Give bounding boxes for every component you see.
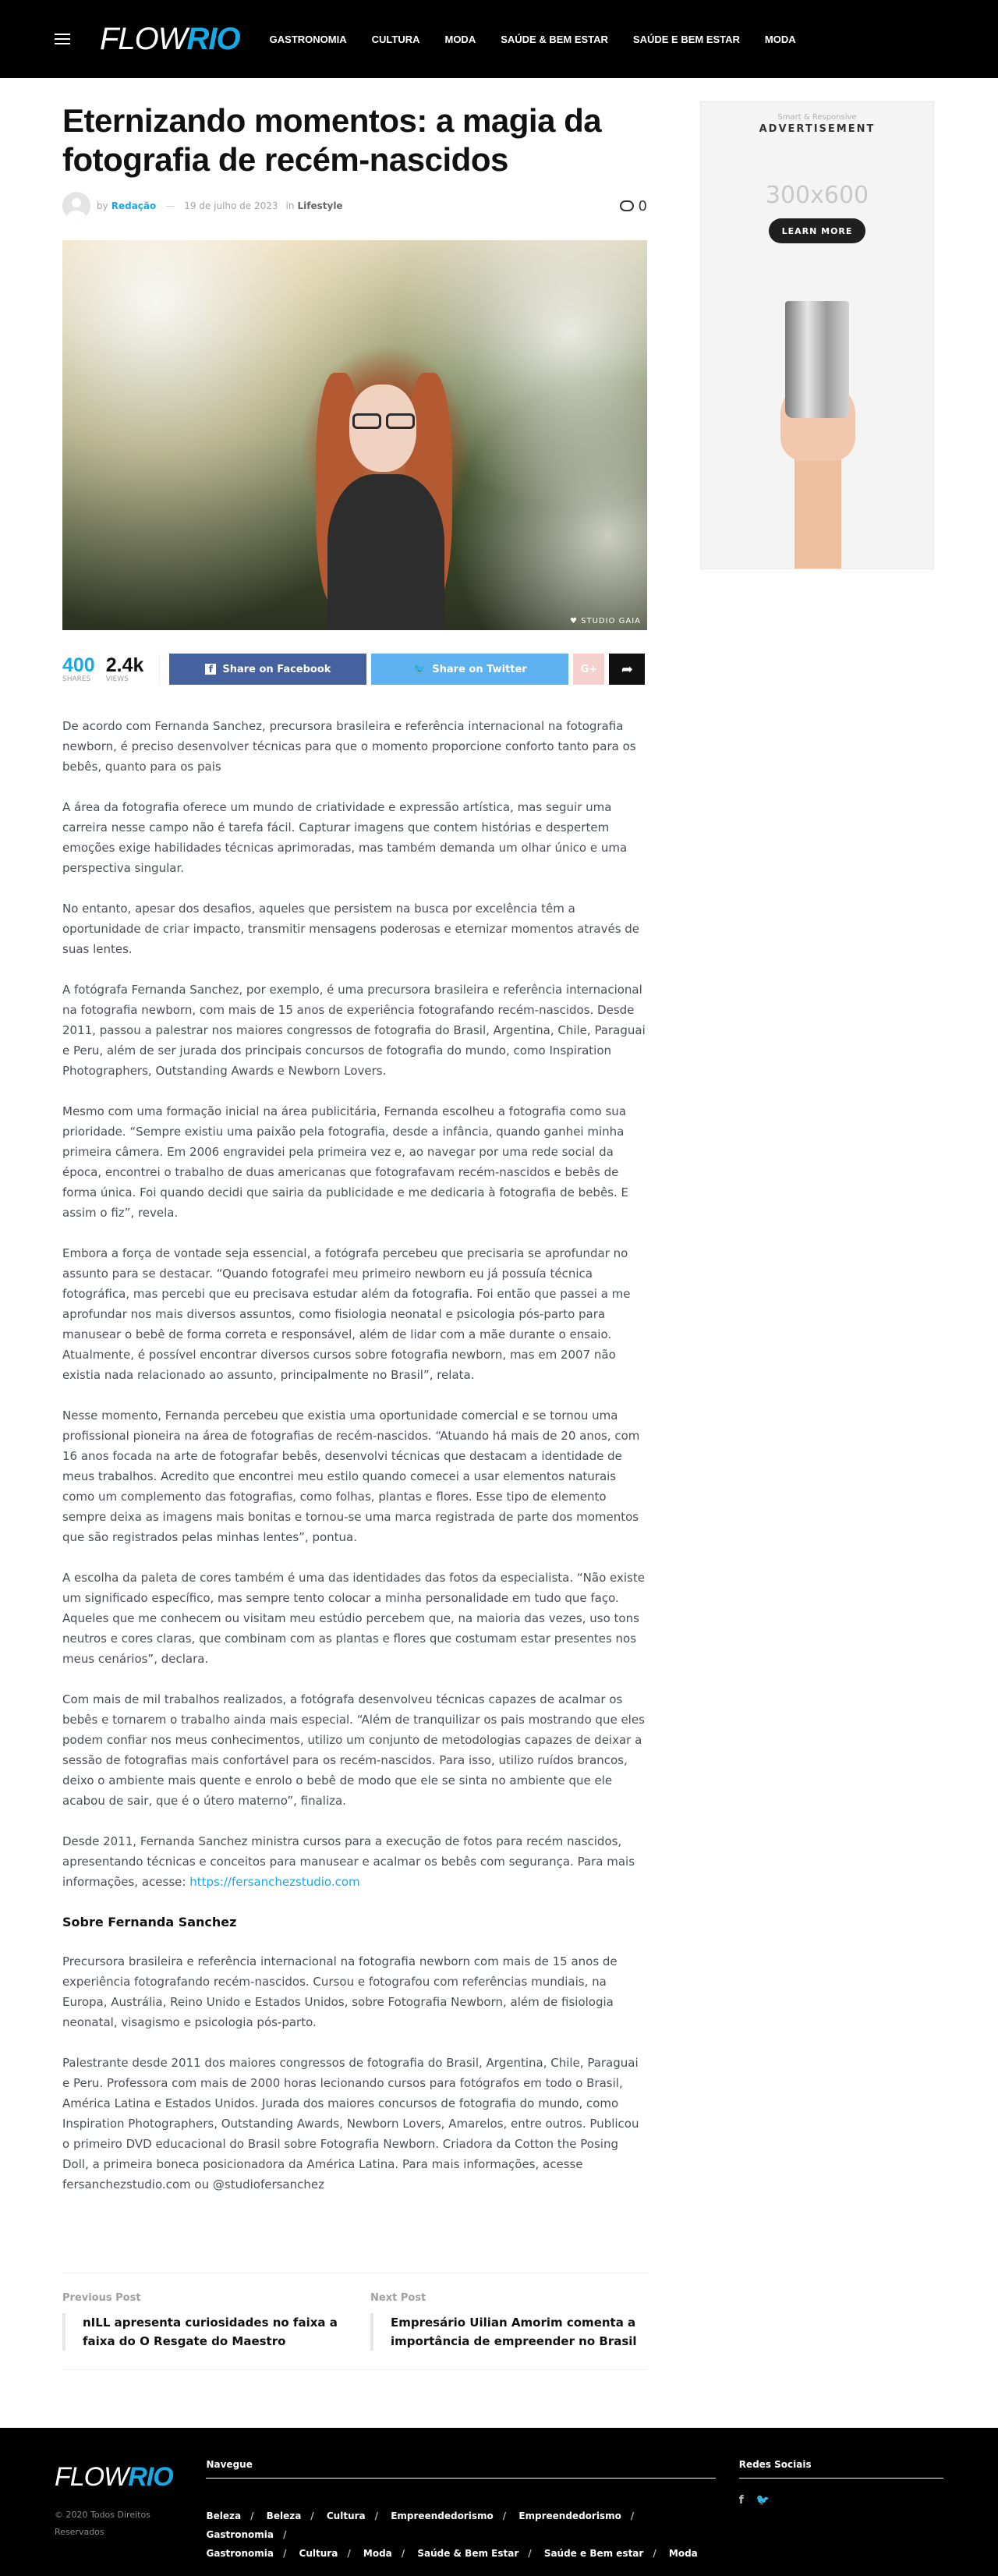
article-main [62, 101, 647, 2370]
share-facebook-label: Share on Facebook [222, 663, 331, 675]
share-facebook-button[interactable] [169, 654, 366, 685]
nav-moda-2[interactable]: MODA [764, 33, 796, 45]
paragraph: No entanto, apesar dos desafios, aqueles que persistem na busca por excelência têm a oportunidade de criar impacto, transmitir mensagens poderosas e eternizar momentos através de suas lentes. [62, 902, 640, 956]
page-container [62, 78, 936, 2370]
facebook-icon: f [205, 664, 216, 675]
ad-learn-more-button[interactable]: LEARN MORE [769, 218, 865, 243]
footer-link[interactable]: Saúde e Bem estar [543, 2548, 644, 2559]
facebook-icon[interactable]: f [738, 2494, 744, 2507]
post-date: 19 de julho de 2023 [184, 200, 278, 211]
about-heading: Sobre Fernanda Sanchez [62, 1915, 237, 1929]
footer-link[interactable]: Beleza [206, 2510, 242, 2521]
paragraph-with-link [62, 1831, 647, 1892]
previous-post[interactable] [62, 2292, 339, 2351]
paragraph: A escolha da paleta de cores também é uma das identidades das fotos da especialista. “Não existe um significado específico, mas sempre tento colocar a minha personalidade em tudo que faço. Aqueles que me conhecem ou visitam meu estúdio percebem que, na maioria das vezes, uso tons neutros e cores claras, que combinam com as plantas e flores que costumam estar presentes nos meus cenários”, declara. [62, 1571, 645, 1666]
footer-link[interactable]: Cultura [326, 2510, 366, 2521]
previous-post-label: Previous Post [62, 2292, 141, 2304]
google-plus-icon: G+ [580, 663, 598, 675]
ad-arm [795, 445, 841, 569]
article-title: Eternizando momentos: a magia da fotografia de recém-nascidos [62, 102, 602, 178]
about-paragraph: Precursora brasileira e referência internacional na fotografia newborn com mais de 15 anos de experiência fotografando recém-nascidos. Cursou e fotografou com referências mundiais, na Europa, Austrália, Reino Unido e Estados Unidos, sobre Fotografia Newborn, além de fisiologia neonatal, visagismo e psicologia pós-parto. [62, 1954, 618, 2029]
footer-link[interactable]: Moda [668, 2548, 698, 2559]
paragraph: A área da fotografia oferece um mundo de criatividade e expressão artística, mas seguir uma carreira nesse campo não é tarefa fácil. Capturar imagens que contem histórias e despertem emoções exige habilidades técnicas aprimoradas, mas também demanda um olhar único e uma perspectiva singular. [62, 800, 628, 875]
views-count: 2.4k [105, 654, 144, 676]
ad-title: ADVERTISEMENT [759, 123, 876, 135]
footer-link[interactable]: Empreendedorismo [518, 2510, 621, 2521]
hero-body [327, 474, 444, 630]
footer-link[interactable]: Gastronomia [206, 2548, 274, 2559]
footer-logo[interactable] [55, 2462, 206, 2493]
nav-saude-e-bem-estar[interactable]: SAÚDE E BEM ESTAR [632, 33, 740, 45]
comments-link[interactable] [620, 198, 647, 214]
main-nav [257, 34, 809, 45]
paragraph-text: Desde 2011, Fernanda Sanchez ministra cursos para a execução de fotos para recém nascidos, apresentando técnicas e conceitos para manusear e acalmar os bebês com segurança. Para mais informações, acesse: [62, 1834, 635, 1889]
footer-logo-rio: RIO [128, 2462, 173, 2492]
nav-cultura[interactable]: CULTURA [371, 33, 420, 45]
menu-icon[interactable] [55, 34, 70, 44]
sidebar [700, 101, 934, 2370]
views-label: VIEWS [105, 675, 129, 683]
author-link[interactable]: Redação [111, 200, 157, 211]
share-twitter-label: Share on Twitter [432, 663, 527, 675]
studio-link[interactable]: https://fersanchezstudio.com [189, 1875, 360, 1889]
footer-link[interactable]: Moda [363, 2548, 392, 2559]
footer-brand [55, 2459, 206, 2576]
footer-nav [206, 2459, 715, 2576]
views-stat [106, 655, 144, 683]
footer-link[interactable]: Gastronomia [206, 2529, 274, 2540]
footer-logo-flow: FLOW [55, 2462, 129, 2492]
comment-icon [620, 200, 634, 211]
advertisement-banner[interactable] [700, 101, 934, 569]
footer-link[interactable]: Beleza [266, 2510, 302, 2521]
copyright: © 2020 Todos Direitos Reservados [55, 2510, 150, 2537]
footer-link[interactable]: Empreendedorismo [391, 2510, 494, 2521]
hero-glasses [352, 413, 415, 429]
share-divider [159, 654, 160, 685]
site-footer [0, 2428, 998, 2576]
footer-links: Beleza / Beleza / Cultura / Empreendedorismo / Empreendedorismo / Gastronomia / Gastronomia / Cultura / Moda / Saúde & Bem Estar / Saúde e Bem estar / Moda [206, 2510, 698, 2559]
author-avatar[interactable] [62, 192, 90, 220]
shares-stat [62, 655, 95, 683]
next-post-label: Next Post [370, 2292, 426, 2304]
twitter-icon: 🐦 [413, 663, 426, 675]
shares-count: 400 [62, 654, 95, 676]
paragraph: Embora a força de vontade seja essencial, a fotógrafa percebeu que precisaria se aprofundar no assunto para se destacar. “Quando fotografei meu primeiro newborn eu já possuía técnica fotográfica, mas percebi que eu precisava estudar além da fotografia. Foi então que passei a me aprofundar nos mais diversos assuntos, como fisiologia neonatal e psicologia pós-parto para manusear o bebê de forma correta e responsável, além de lidar com a mãe durante o ensaio. Atualmente, é possível encontrar diversos cursos sobre fotografia newborn, mas em 2007 não existia nada relacionado ao assunto, principalmente no Brasil”, relata. [62, 1246, 631, 1382]
footer-link[interactable]: Cultura [299, 2548, 338, 2559]
meta-in: in [285, 200, 295, 211]
twitter-icon[interactable]: 🐦 [756, 2494, 770, 2507]
shares-label: SHARES [62, 675, 91, 683]
featured-image [62, 240, 647, 630]
paragraph: Com mais de mil trabalhos realizados, a fotógrafa desenvolveu técnicas capazes de acalmar os bebês e tornarem o trabalho ainda mais especial. “Além de tranquilizar os pais mostrando que eles podem confiar nos meus conhecimentos, utilizo um conjunto de metodologias capazes de deixar a sessão de fotografias mais confortável para os recém-nascidos. Para isso, utilizo ruídos brancos, deixo o ambiente mais quente e enrolo o bebê de modo que ele se sinta no ambiente que ele acabou de sair, que é o útero materno”, finaliza. [62, 1692, 645, 1808]
paragraph: Mesmo com uma formação inicial na área publicitária, Fernanda escolheu a fotografia como sua prioridade. “Sempre existiu uma paixão pela fotografia, desde a infância, quando ganhei minha primeira câmera. Em 2006 engravidei pela primeira vez e, ao navegar por uma rede social da época, encontrei o trabalho de duas americanas que fotografavam recém-nascidos e bebês de forma única. Foi quando decidi que sairia da publicidade e me dedicaria à fotografia de bebês. E assim o fiz”, revela. [62, 1104, 629, 1220]
ad-cup-image [785, 301, 849, 418]
image-watermark: ♥ STUDIO GAIA [570, 617, 641, 625]
footer-link[interactable]: Saúde & Bem Estar [417, 2548, 519, 2559]
nav-moda[interactable]: MODA [444, 33, 476, 45]
footer-social-title: Redes Sociais [739, 2459, 943, 2479]
post-navigation [62, 2273, 647, 2370]
next-post-title[interactable]: Empresário Uilian Amorim comenta a importância de empreender no Brasil [370, 2313, 647, 2351]
share-more-button[interactable] [609, 654, 645, 685]
previous-post-title[interactable]: nILL apresenta curiosidades no faixa a faixa do O Resgate do Maestro [62, 2313, 339, 2351]
ad-size: 300x600 [765, 182, 869, 209]
next-post[interactable] [370, 2292, 647, 2351]
top-navigation-bar [0, 0, 998, 78]
footer-nav-title: Navegue [206, 2459, 715, 2479]
paragraph: Nesse momento, Fernanda percebeu que existia uma oportunidade comercial e se tornou uma profissional pioneira na área de fotografias de recém-nascidos. “Atuando há mais de 20 anos, com 16 anos focada na arte de fotografar bebês, desenvolvi técnicas que destacam a identidade de meus trabalhos. Acredito que encontrei meu estilo quando comecei a usar elementos naturais como um complemento das fotografias, como folhas, plantas e flores. Esse tipo de elemento sempre deixa as imagens mais bonitas e tornou-se uma marca registrada de parte dos momentos que são registrados pelas minhas lentes”, pontua. [62, 1408, 640, 1544]
paragraph: A fotógrafa Fernanda Sanchez, por exemplo, é uma precursora brasileira e referência internacional na fotografia newborn, com mais de 15 anos de experiência fotografando recém-nascidos. Desde 2011, passou a palestrar nos maiores congressos de fotografia do Brasil, Argentina, Chile, Paraguai e Peru, além de ser jurada dos principais concursos de fotografia do mundo, como Inspiration Photographers, Outstanding Awards e Newborn Lovers. [62, 983, 646, 1078]
ad-subtitle: Smart & Responsive [777, 113, 857, 122]
category-link[interactable]: Lifestyle [297, 200, 343, 211]
social-icons [739, 2494, 943, 2507]
meta-dash: — [165, 200, 175, 211]
article-meta [62, 192, 647, 220]
share-twitter-button[interactable] [371, 654, 568, 685]
article-content [62, 716, 647, 2195]
share-bar [62, 654, 647, 685]
share-arrow-icon: ➦ [621, 661, 633, 678]
logo-flow: FLOW [100, 21, 187, 56]
logo-rio: RIO [186, 21, 240, 56]
comment-count: 0 [638, 197, 647, 214]
nav-gastronomia[interactable]: GASTRONOMIA [269, 33, 347, 45]
share-google-button[interactable] [573, 654, 604, 685]
about-paragraph: Palestrante desde 2011 dos maiores congressos de fotografia do Brasil, Argentina, Chile, Paraguai e Peru. Professora com mais de 2000 horas lecionando cursos para fotógrafos em todo o Brasil, América Latina e Estados Unidos. Jurada dos maiores concursos de fotografia do mundo, como Inspiration Photographers, Outstanding Awards, Newborn Lovers, Amarelos, entre outros. Publicou o primeiro DVD educacional do Brasil sobre Fotografia Newborn. Criadora da Cotton the Posing Doll, a primeira boneca posicionadora da América Latina. Para mais informações, acesse fersanchezstudio.com ou @studiofersanchez [62, 2056, 639, 2192]
paragraph: De acordo com Fernanda Sanchez, precursora brasileira e referência internacional na fotografia newborn, é preciso desenvolver técnicas para que o momento proporcione conforto tanto para os bebês, quanto para os pais [62, 719, 636, 774]
nav-saude-bem-estar[interactable]: SAÚDE & BEM ESTAR [501, 33, 608, 45]
footer-social [739, 2459, 943, 2576]
site-logo[interactable] [100, 22, 240, 57]
meta-by: by [97, 200, 108, 211]
